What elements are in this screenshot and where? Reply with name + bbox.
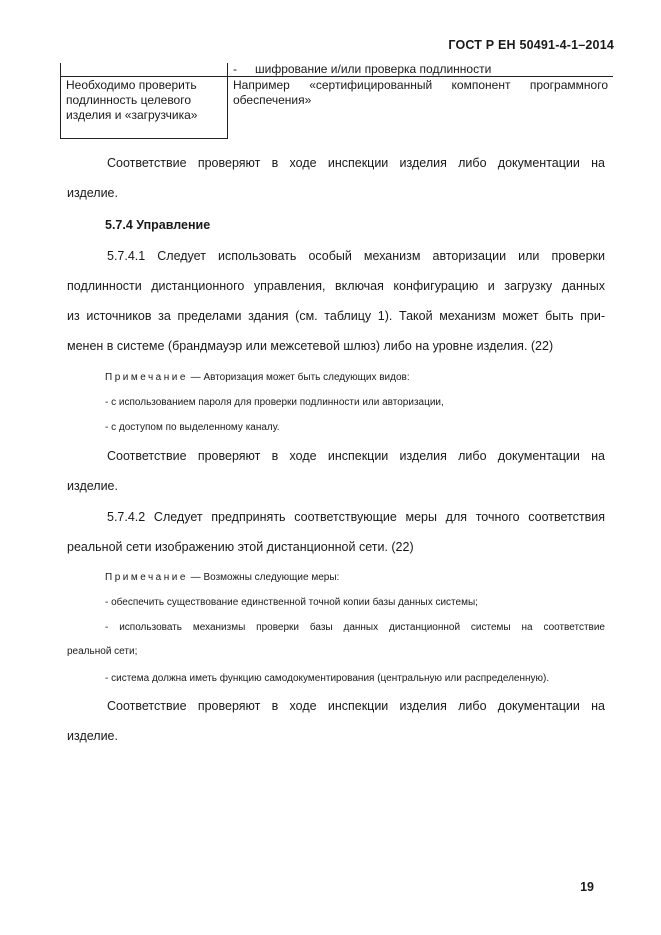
table-cell [228,63,614,77]
table-cell-line: Необходимо проверить [66,78,197,92]
paragraph-line: 5.7.4.1 Следует использовать особый механизм авторизации или проверки [107,249,605,263]
paragraph-line: изделие. [67,729,118,743]
compliance-paragraph [67,148,605,208]
paragraph-line: изделие. [67,186,118,200]
paragraph-line: реальной сети изображению этой дистанционной сети. (22) [67,540,414,554]
table-cell-line: подлинность целевого [66,93,192,107]
note-1 [105,371,605,385]
paragraph-line: Соответствие проверяют в ходе инспекции изделия либо документации на [107,449,605,463]
paragraph-line: подлинности дистанционного управления, включая конфигурацию и загрузку данных [67,279,605,293]
list-item-line: - использовать механизмы проверки базы данных дистанционной системы на соответствие [105,622,605,633]
note-label: Примечание [105,372,188,383]
note-dash: — [190,372,201,383]
list-item: - система должна иметь функцию самодокументирования (центральную или распределенную). [105,673,550,684]
list-dash: - [233,62,237,76]
note-2 [105,571,605,585]
table-cell-line: изделия и «загрузчика» [66,108,198,122]
table-cell-text: шифрование и/или проверка подлинности [255,62,492,76]
table-cell-empty [61,63,228,77]
list-item: - с доступом по выделенному каналу. [105,422,280,433]
list-item-line: реальной сети; [67,646,138,657]
table-row [61,63,614,77]
note-text: Авторизация может быть следующих видов: [203,372,410,383]
table-cell-line: обеспечения» [233,93,312,107]
table-cell-requirement [61,77,228,139]
paragraph-line: из источников за пределами здания (см. таблицу 1). Такой механизм может быть при- [67,309,605,323]
paragraph-5742 [67,502,605,562]
note-label: Примечание [105,572,188,583]
paragraph-5741 [67,241,605,361]
paragraph-line: изделие. [67,479,118,493]
table-cell-example [228,77,614,139]
paragraph-line: менен в системе (брандмауэр или межсетевой шлюз) либо на уровне изделия. (22) [67,339,554,353]
note-text: Возможны следующие меры: [203,572,340,583]
paragraph-line: 5.7.4.2 Следует предпринять соответствующие меры для точного соответствия [107,510,605,524]
table-cell-line: Например «сертифицированный компонент программного [233,78,608,92]
document-code: ГОСТ Р ЕН 50491-4-1–2014 [448,38,614,52]
list-item: - с использованием пароля для проверки подлинности или авторизации, [105,397,444,408]
compliance-paragraph [67,441,605,501]
paragraph-line: Соответствие проверяют в ходе инспекции изделия либо документации на [107,699,605,713]
section-heading: 5.7.4 Управление [105,218,211,232]
table-row [61,77,614,139]
note-dash: — [190,572,201,583]
list-item: - обеспечить существование единственной точной копии базы данных системы; [105,597,478,608]
page-number: 19 [580,880,594,894]
paragraph-line: Соответствие проверяют в ходе инспекции изделия либо документации на [107,156,605,170]
compliance-paragraph [67,691,605,751]
list-item [67,616,605,664]
requirements-table [60,63,613,139]
